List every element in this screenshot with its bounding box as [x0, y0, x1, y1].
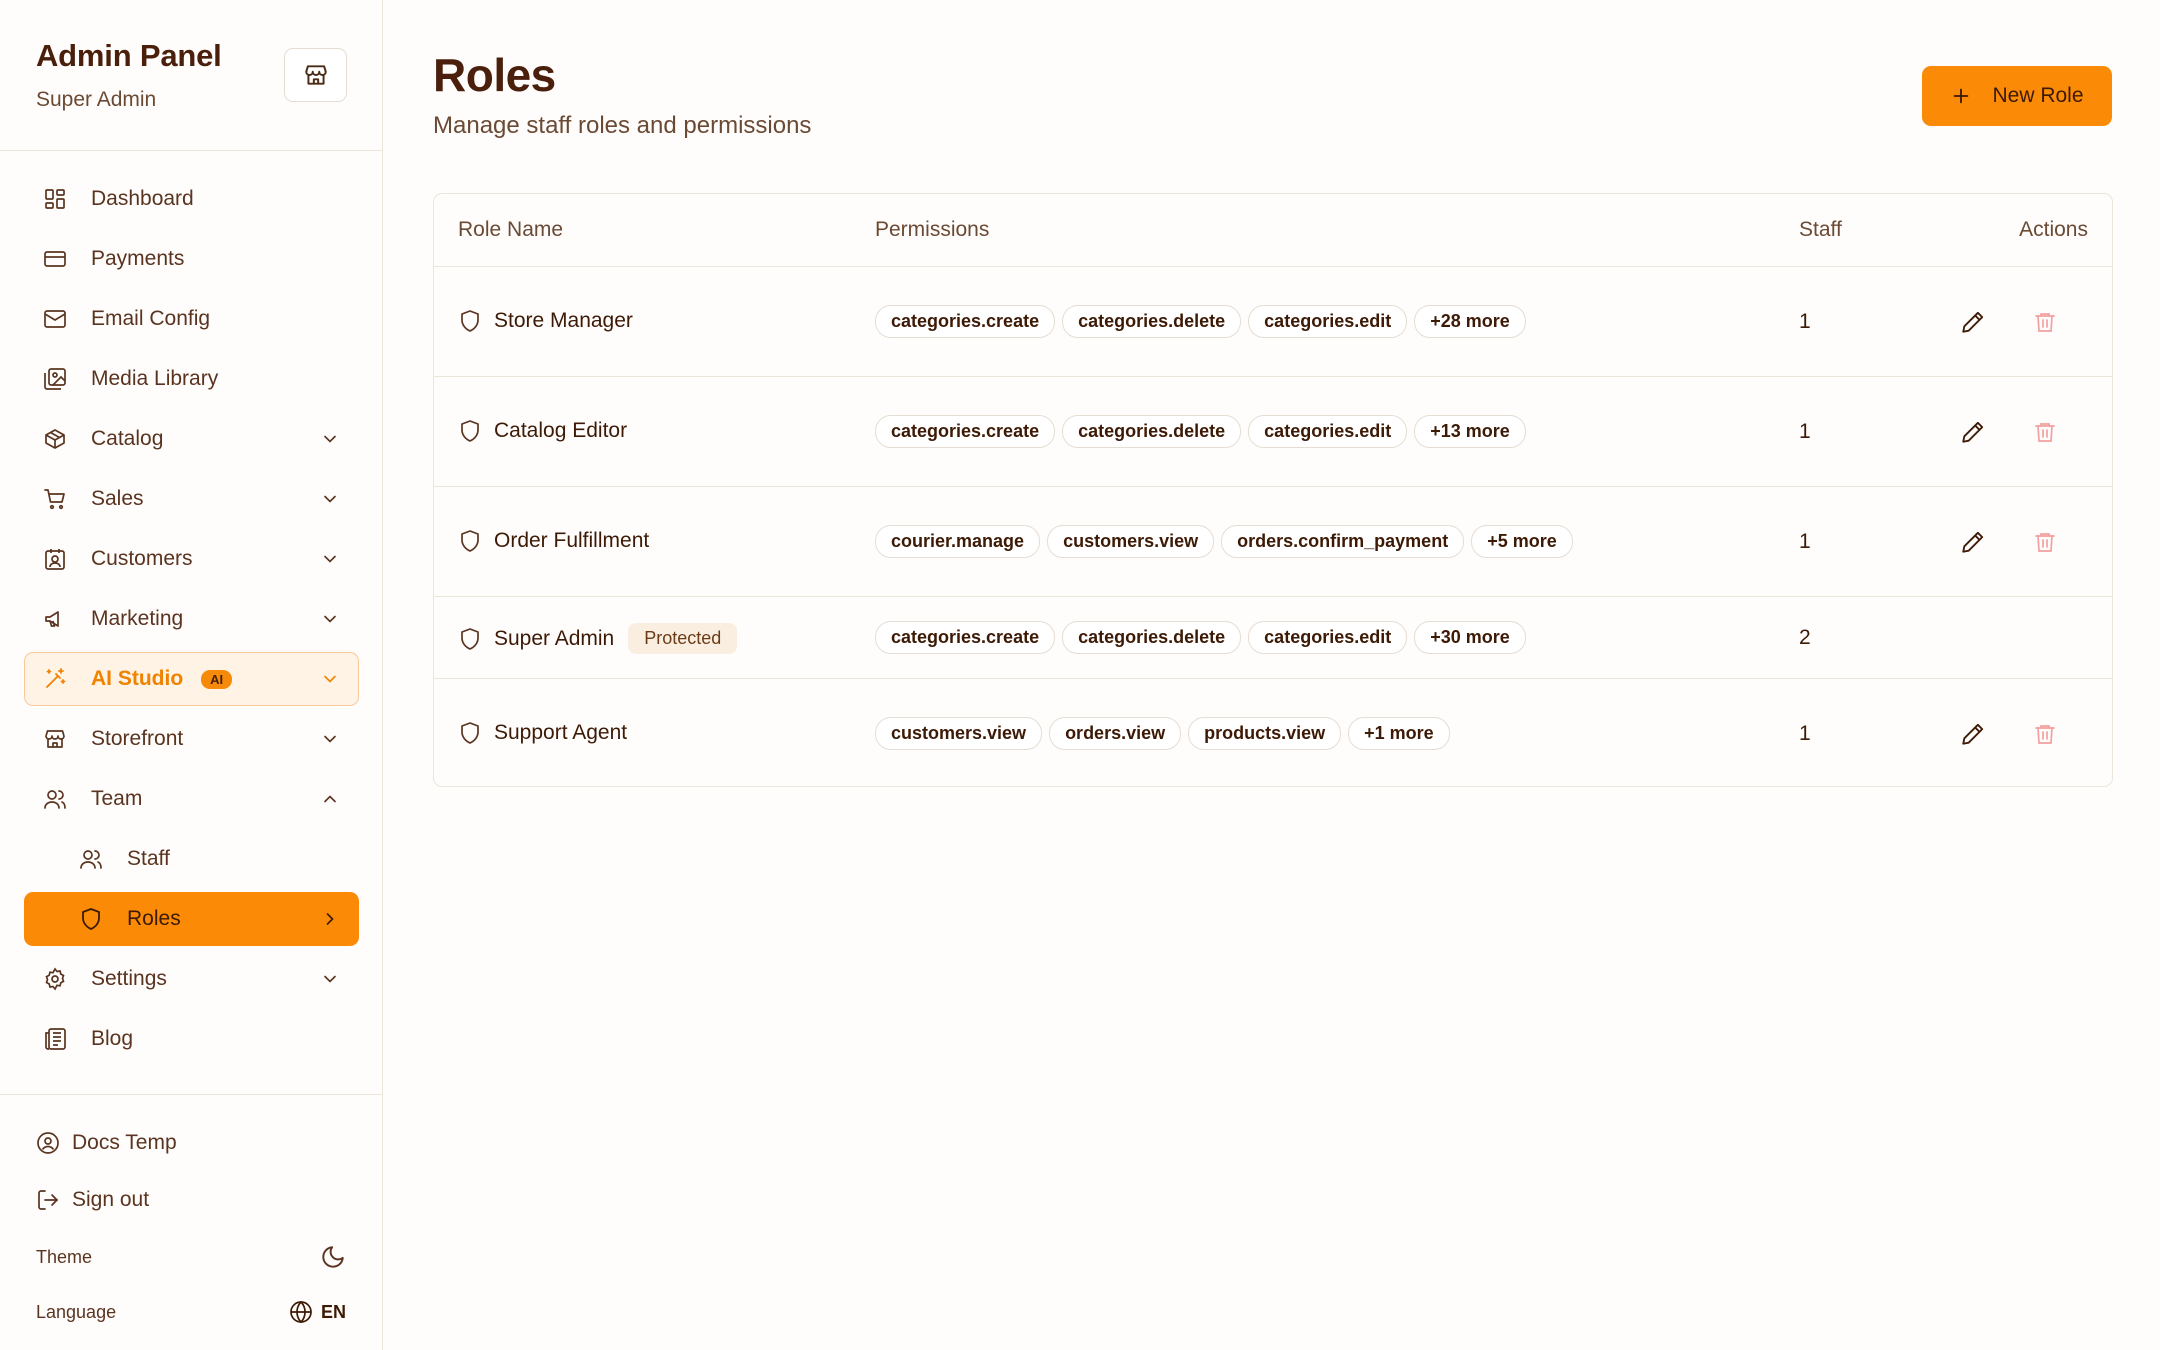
- brand-subtitle: Super Admin: [36, 88, 157, 111]
- store-icon: [303, 62, 329, 88]
- pencil-icon: [1960, 419, 1986, 445]
- newspaper-icon: [43, 1027, 67, 1051]
- globe-icon: [289, 1300, 313, 1324]
- sidebar-item-ai-studio[interactable]: [24, 652, 359, 706]
- sidebar-item-payments[interactable]: [24, 232, 359, 286]
- plus-icon: [1950, 85, 1972, 107]
- more-permissions-tag[interactable]: +28 more: [1414, 305, 1526, 338]
- delete-button[interactable]: [2030, 307, 2060, 337]
- staff-count: 1: [1799, 310, 1811, 333]
- edit-button[interactable]: [1958, 719, 1988, 749]
- permission-tag: categories.edit: [1248, 415, 1407, 448]
- delete-button[interactable]: [2030, 527, 2060, 557]
- shield-icon: [458, 419, 482, 443]
- sidebar-item-label: Dashboard: [91, 187, 194, 210]
- permission-tag: categories.delete: [1062, 621, 1241, 654]
- permissions-list: [875, 717, 1450, 750]
- permission-tag: products.view: [1188, 717, 1341, 750]
- permission-tag: customers.view: [1047, 525, 1214, 558]
- header-staff: Staff: [1799, 218, 1842, 241]
- sign-out-icon: [36, 1188, 60, 1212]
- megaphone-icon: [43, 607, 67, 631]
- sidebar-item-label: Blog: [91, 1027, 134, 1050]
- table-row: [434, 487, 2112, 597]
- pencil-icon: [1960, 721, 1986, 747]
- store-icon: [43, 727, 67, 751]
- permission-tag: orders.view: [1049, 717, 1181, 750]
- new-role-button[interactable]: [1922, 66, 2112, 126]
- users-icon: [79, 847, 103, 871]
- storefront-button[interactable]: [284, 48, 347, 102]
- chevron-down-icon: [320, 969, 340, 989]
- new-role-label: New Role: [1992, 84, 2084, 107]
- sign-out-button[interactable]: [36, 1188, 346, 1212]
- sidebar-item-label: [91, 667, 320, 691]
- sidebar-item-media-library[interactable]: [24, 352, 359, 406]
- permission-tag: courier.manage: [875, 525, 1040, 558]
- staff-count: 1: [1799, 722, 1811, 745]
- ai-badge: AI: [201, 670, 232, 689]
- role-name-cell: [458, 721, 627, 745]
- sidebar-item-catalog[interactable]: [24, 412, 359, 466]
- language-selector[interactable]: [289, 1300, 346, 1324]
- page-title: Roles: [433, 49, 556, 101]
- chevron-down-icon: [320, 489, 340, 509]
- staff-count: 1: [1799, 530, 1811, 553]
- role-name-cell: [458, 309, 633, 333]
- sidebar-nav: [24, 172, 359, 1072]
- shield-icon: [458, 627, 482, 651]
- sidebar-item-sales[interactable]: [24, 472, 359, 526]
- moon-icon: [320, 1244, 346, 1270]
- role-name-cell: [458, 529, 649, 553]
- pencil-icon: [1960, 529, 1986, 555]
- sidebar-item-team[interactable]: [24, 772, 359, 826]
- main-content: [383, 0, 2160, 1350]
- mail-icon: [43, 307, 67, 331]
- trash-icon: [2033, 722, 2057, 746]
- id-card-icon: [43, 547, 67, 571]
- sidebar-divider: [0, 150, 383, 151]
- sidebar-item-settings[interactable]: [24, 952, 359, 1006]
- sidebar-item-label: Email Config: [91, 307, 211, 330]
- card-icon: [43, 247, 67, 271]
- table-row: [434, 679, 2112, 787]
- language-label: Language: [36, 1301, 117, 1322]
- ai-studio-label: AI Studio: [91, 667, 184, 690]
- shield-icon: [458, 529, 482, 553]
- user-name: Docs Temp: [72, 1131, 177, 1154]
- sidebar-item-label: Roles: [127, 907, 181, 930]
- permission-tag: customers.view: [875, 717, 1042, 750]
- brand: [36, 38, 222, 112]
- sidebar-item-label: Marketing: [91, 607, 184, 630]
- chevron-down-icon: [320, 609, 340, 629]
- gear-icon: [43, 967, 67, 991]
- sidebar-item-blog[interactable]: [24, 1012, 359, 1066]
- table-row: [434, 267, 2112, 377]
- sidebar-item-staff[interactable]: [24, 832, 359, 886]
- sidebar-item-label: Payments: [91, 247, 185, 270]
- sidebar-item-label: Customers: [91, 547, 193, 570]
- magic-wand-icon: [43, 667, 67, 691]
- chevron-up-icon: [320, 789, 340, 809]
- header-actions: Actions: [2019, 218, 2088, 241]
- staff-count: 1: [1799, 420, 1811, 443]
- permission-tag: categories.create: [875, 305, 1055, 338]
- sidebar-item-roles[interactable]: [24, 892, 359, 946]
- language-row: [36, 1300, 346, 1324]
- language-value: EN: [320, 1301, 346, 1322]
- permission-tag: categories.create: [875, 621, 1055, 654]
- sidebar-item-label: Team: [91, 787, 143, 810]
- table-row: [434, 597, 2112, 679]
- role-name: Support Agent: [494, 721, 628, 744]
- sidebar-item-email-config[interactable]: [24, 292, 359, 346]
- chevron-down-icon: [320, 429, 340, 449]
- sidebar-item-label: Catalog: [91, 427, 164, 450]
- permission-tag: categories.create: [875, 415, 1055, 448]
- pencil-icon: [1960, 309, 1986, 335]
- staff-count: 2: [1799, 626, 1811, 649]
- sidebar-item-dashboard[interactable]: [24, 172, 359, 226]
- sidebar-item-label: Staff: [127, 847, 170, 870]
- sidebar-item-label: Media Library: [91, 367, 219, 390]
- shield-icon: [458, 721, 482, 745]
- users-icon: [43, 787, 67, 811]
- role-name: Catalog Editor: [494, 419, 628, 442]
- cart-icon: [43, 487, 67, 511]
- permission-tag: categories.delete: [1062, 415, 1241, 448]
- edit-button[interactable]: [1958, 307, 1988, 337]
- role-name: Order Fulfillment: [494, 529, 650, 552]
- sidebar-item-marketing[interactable]: [24, 592, 359, 646]
- sidebar-item-label: Storefront: [91, 727, 184, 750]
- dashboard-icon: [43, 187, 67, 211]
- chevron-right-icon: [320, 909, 340, 929]
- chevron-down-icon: [320, 549, 340, 569]
- more-permissions-tag[interactable]: +1 more: [1348, 717, 1450, 750]
- chevron-down-icon: [320, 729, 340, 749]
- permissions-list: [875, 525, 1573, 558]
- role-name: Store Manager: [494, 309, 633, 332]
- header-permissions: Permissions: [875, 218, 990, 241]
- theme-row: [36, 1244, 346, 1270]
- delete-button[interactable]: [2030, 719, 2060, 749]
- role-name-cell: [458, 623, 737, 654]
- sidebar-item-label: Settings: [91, 967, 167, 990]
- sidebar: [0, 0, 383, 1350]
- role-name-cell: [458, 419, 627, 443]
- protected-badge: Protected: [628, 623, 737, 654]
- sidebar-item-storefront[interactable]: [24, 712, 359, 766]
- permission-tag: categories.edit: [1248, 305, 1407, 338]
- table-header: [434, 194, 2112, 267]
- trash-icon: [2033, 420, 2057, 444]
- edit-button[interactable]: [1958, 527, 1988, 557]
- chevron-down-icon: [320, 669, 340, 689]
- sidebar-item-label: Sales: [91, 487, 144, 510]
- table-row: [434, 377, 2112, 487]
- page-subtitle: Manage staff roles and permissions: [433, 112, 812, 139]
- permissions-list: [875, 305, 1526, 338]
- user-circle-icon: [36, 1131, 60, 1155]
- permissions-list: [875, 621, 1526, 654]
- role-name: Super Admin: [494, 626, 615, 650]
- permission-tag: categories.edit: [1248, 621, 1407, 654]
- user-profile-link[interactable]: [36, 1131, 346, 1155]
- box-icon: [43, 427, 67, 451]
- theme-toggle[interactable]: [320, 1244, 346, 1270]
- more-permissions-tag[interactable]: +5 more: [1471, 525, 1573, 558]
- shield-icon: [79, 907, 103, 931]
- shield-icon: [458, 309, 482, 333]
- trash-icon: [2033, 530, 2057, 554]
- roles-table: [433, 193, 2113, 787]
- theme-label: Theme: [36, 1246, 93, 1267]
- sidebar-item-customers[interactable]: [24, 532, 359, 586]
- more-permissions-tag[interactable]: +13 more: [1414, 415, 1526, 448]
- permission-tag: categories.delete: [1062, 305, 1241, 338]
- more-permissions-tag[interactable]: +30 more: [1414, 621, 1526, 654]
- permission-tag: orders.confirm_payment: [1221, 525, 1464, 558]
- header-role-name: Role Name: [458, 218, 564, 241]
- permissions-list: [875, 415, 1526, 448]
- sign-out-label: Sign out: [72, 1188, 150, 1211]
- sidebar-footer-divider: [0, 1094, 383, 1095]
- brand-title: Admin Panel: [36, 38, 222, 73]
- delete-button[interactable]: [2030, 417, 2060, 447]
- images-icon: [43, 367, 67, 391]
- trash-icon: [2033, 310, 2057, 334]
- edit-button[interactable]: [1958, 417, 1988, 447]
